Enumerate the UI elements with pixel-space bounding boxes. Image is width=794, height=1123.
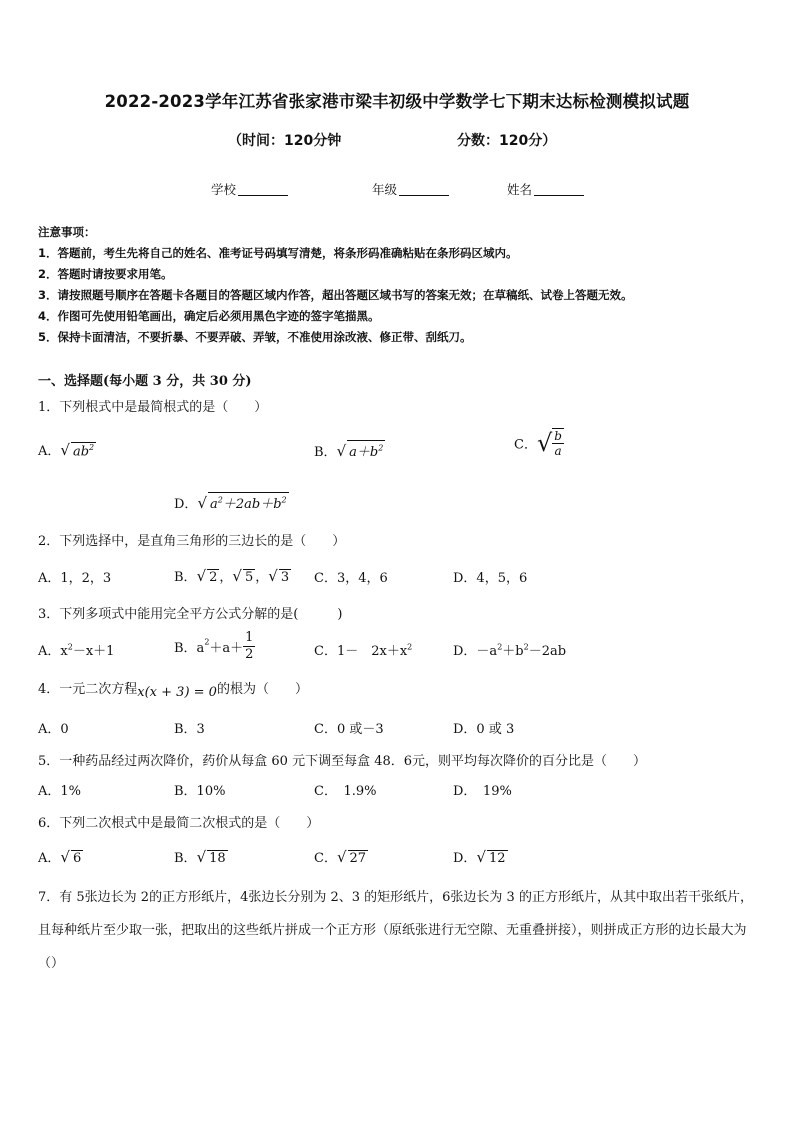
note-item: 3．请按照题号顺序在答题卡各题目的答题区域内作答，超出答题区域书写的答案无效；在草稿纸、试卷上答题无效。 — [38, 288, 633, 302]
question-3-stem: 3．下列多项式中能用完全平方公式分解的是( ) — [38, 607, 343, 622]
q2-option-b: B．√ 2 ，√ 5 ，√ 3 — [174, 567, 290, 585]
q2-option-a: A．1，2，3 — [38, 571, 112, 586]
q1-option-b: B．√ $a+b^2$ — [314, 442, 384, 460]
q5-option-b: B．10% — [174, 784, 226, 799]
q4-option-d: D．0 或 3 — [453, 722, 515, 737]
q1-option-d: D．√ $a^2+2ab+b^2$ — [174, 494, 287, 512]
question-4-stem: 4．一元二次方程x(x + 3) = 0的根为（ ） — [38, 682, 308, 700]
q6-option-d: D．√ 12 — [453, 848, 506, 866]
q3-option-c: C．1－ $2x+x^2$ — [314, 642, 413, 659]
exam-time: （时间：120分钟 — [228, 133, 342, 149]
q6-option-a: A．√ 6 — [38, 848, 82, 866]
grade-label: 年级 — [372, 182, 398, 197]
name-field[interactable] — [507, 180, 584, 198]
page-title: 2022-2023学年江苏省张家港市梁丰初级中学数学七下期末达标检测模拟试题 — [104, 92, 690, 111]
question-5-stem: 5．一种药品经过两次降价，药价从每盒 60 元下调至每盒 48．6元，则平均每次降价的百分比是（ ） — [38, 754, 647, 769]
name-label: 姓名 — [507, 182, 533, 197]
q6-option-b: B．√ 18 — [174, 848, 226, 866]
note-item: 4．作图可先使用铅笔画出，确定后必须用黑色字迹的签字笔描黑。 — [38, 309, 380, 323]
question-7-stem: 7．有 5张边长为 2的正方形纸片，4张边长分别为 2、3 的矩形纸片，6张边长为 3 的正方形纸片，从其中取出若干张纸片，且每种纸片至少取一张，把取出的这些纸片拼成一个正方形（原纸张进行无空隙、无重叠拼接），则拼成正方形的边长最大为（） — [38, 890, 753, 971]
q1-option-c: C．√ $\frac{b}{a}$ — [514, 429, 562, 458]
q2-option-d: D．4，5，6 — [453, 571, 528, 586]
q5-option-d: D． 19% — [453, 784, 512, 799]
exam-score: 分数：120分） — [457, 133, 557, 149]
question-1-stem: 1．下列根式中是最简根式的是（ ） — [38, 400, 268, 415]
school-blank[interactable] — [238, 183, 288, 196]
question-2-stem: 2．下列选择中，是直角三角形的三边长的是（ ） — [38, 534, 346, 549]
grade-blank[interactable] — [399, 183, 449, 196]
q5-option-a: A．1% — [38, 784, 82, 799]
notes-heading: 注意事项： — [38, 225, 96, 239]
note-item: 5．保持卡面清洁，不要折暴、不要弄破、弄皱，不准使用涂改液、修正带、刮纸刀。 — [38, 330, 472, 344]
q4-option-a: A．0 — [38, 722, 69, 737]
q4-option-c: C．0 或－3 — [314, 722, 384, 737]
name-blank[interactable] — [534, 183, 584, 196]
school-field[interactable] — [211, 180, 288, 198]
q4-option-b: B．3 — [174, 722, 205, 737]
q1-option-a: A．√ $ab^2$ — [38, 441, 95, 459]
section-heading: 一、选择题(每小题 3 分，共 30 分) — [38, 374, 252, 389]
q3-option-d: D．$-a^2+b^2-2ab$ — [453, 642, 567, 659]
q2-option-c: C．3，4，6 — [314, 571, 388, 586]
question-6-stem: 6．下列二次根式中是最简二次根式的是（ ） — [38, 816, 320, 831]
q3-option-a: A．$x^2-x+1$ — [38, 642, 115, 659]
q3-option-b: B．$a^2+a+$ $\frac{1}{2}$ — [174, 630, 254, 662]
q6-option-c: C．√ 27 — [314, 848, 367, 866]
q5-option-c: C． 1.9% — [314, 784, 377, 799]
note-item: 1．答题前，考生先将自己的姓名、准考证号码填写清楚，将条形码准确粘贴在条形码区域内。 — [38, 246, 518, 260]
note-item: 2．答题时请按要求用笔。 — [38, 267, 173, 281]
school-label: 学校 — [211, 182, 237, 197]
grade-field[interactable] — [372, 180, 449, 198]
